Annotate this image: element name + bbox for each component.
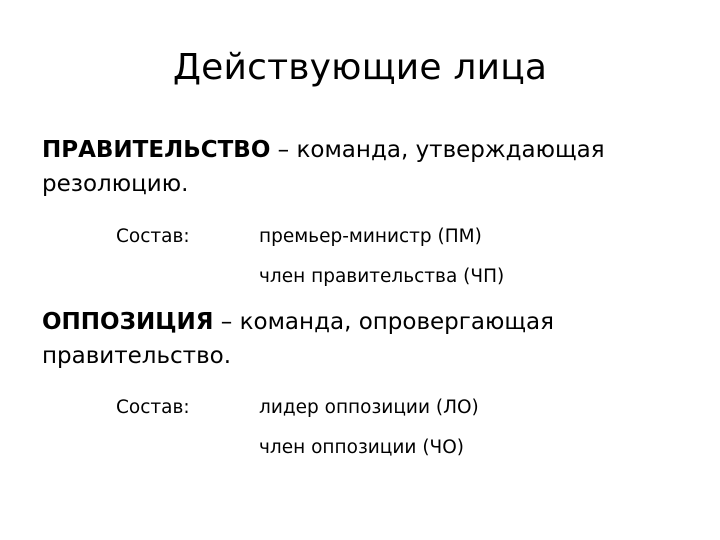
list-item: лидер оппозиции (ЛО)	[259, 397, 479, 418]
opposition-definition-text: – команда, опровергающая правительство.	[42, 309, 554, 369]
opposition-definition	[42, 305, 692, 373]
opposition-members-list	[259, 396, 479, 476]
government-definition	[42, 133, 692, 201]
list-item: член правительства (ЧП)	[259, 266, 505, 287]
list-item: премьер-министр (ПМ)	[259, 226, 482, 247]
list-item: член оппозиции (ЧО)	[259, 437, 464, 458]
government-definition-text: – команда, утверждающая резолюцию.	[42, 137, 605, 197]
government-composition-label: Состав:	[116, 226, 190, 247]
government-members-list	[259, 225, 504, 305]
government-term: ПРАВИТЕЛЬСТВО	[42, 137, 271, 163]
opposition-term: ОППОЗИЦИЯ	[42, 309, 214, 335]
opposition-composition-label: Состав:	[116, 397, 190, 418]
slide-title: Действующие лица	[172, 47, 548, 88]
